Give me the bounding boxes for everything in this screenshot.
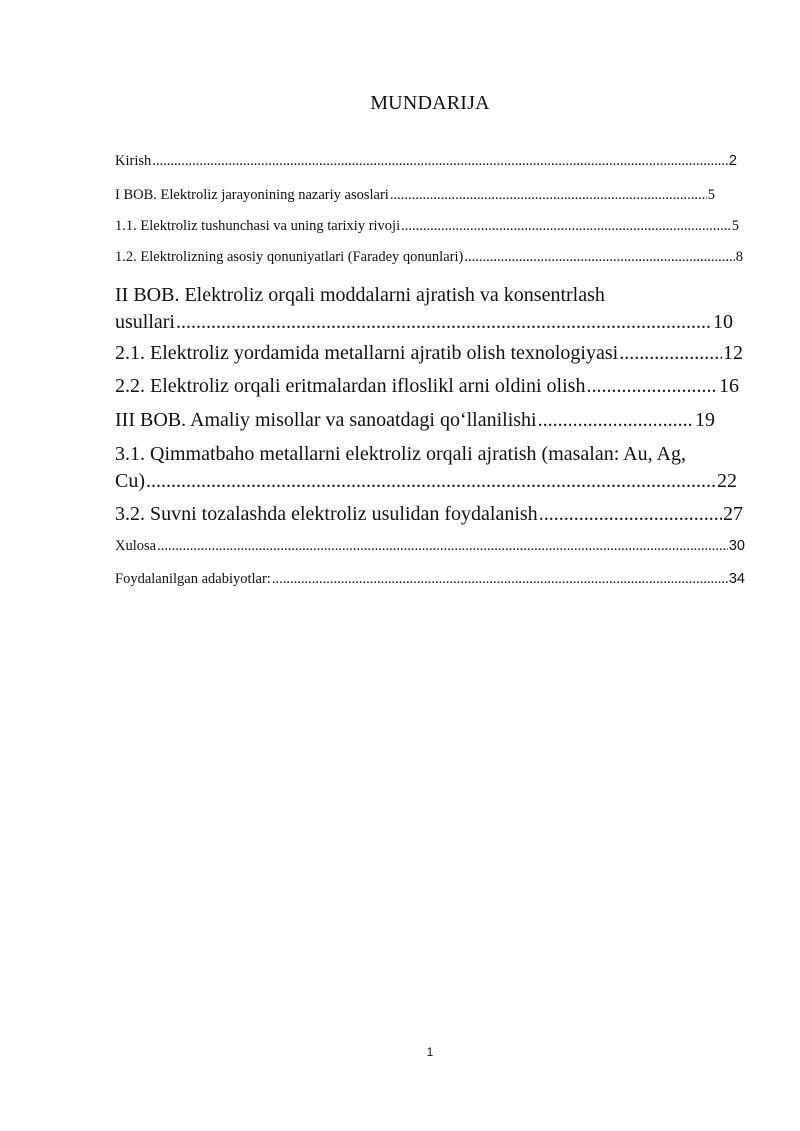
page-title: MUNDARIJA — [370, 92, 490, 114]
toc-entry-page: 22 — [717, 470, 737, 492]
toc-entry-section-1-2 — [115, 249, 743, 266]
toc-entry-label: Foydalanilgan adabiyotlar: — [115, 571, 271, 587]
toc-leader-dots — [152, 153, 728, 170]
toc-entry-xulosa — [115, 538, 745, 555]
toc-leader-dots — [401, 218, 731, 235]
toc-entry-page: 16 — [719, 375, 739, 397]
toc-entry-kirish — [115, 153, 737, 170]
toc-entry-chapter-1 — [115, 187, 715, 204]
toc-entry-references — [115, 571, 745, 588]
toc-leader-dots — [157, 538, 728, 555]
toc-entry-label: 1.2. Elektrolizning asosiy qonuniyatlari (Faradey qonunlari) — [115, 249, 464, 265]
toc-entry-label: 1.1. Elektroliz tushunchasi va uning tarixiy rivoji — [115, 218, 401, 234]
toc-entry-page: 10 — [713, 311, 733, 333]
toc-leader-dots — [272, 571, 728, 588]
toc-entry-page: 19 — [695, 409, 715, 431]
toc-entry-label: Kirish — [115, 153, 152, 169]
toc-leader-dots — [538, 409, 694, 432]
toc-entry-label-line1: II BOB. Elektroliz orqali moddalarni ajratish va konsentrlash — [115, 284, 605, 306]
toc-entry-label-line2: usullari — [115, 311, 175, 333]
toc-entry-page: 27 — [723, 503, 743, 525]
toc-leader-dots — [176, 309, 712, 336]
toc-entry-page: 30 — [728, 538, 745, 554]
toc-leader-dots — [539, 503, 722, 526]
toc-leader-dots — [586, 375, 718, 398]
toc-entry-label: I BOB. Elektroliz jarayonining nazariy asoslari — [115, 187, 389, 203]
toc-leader-dots — [619, 342, 722, 365]
toc-entry-page: 34 — [728, 571, 745, 587]
toc-leader-dots — [390, 187, 707, 204]
toc-entry-label: Xulosa — [115, 538, 157, 554]
toc-entry-label-line2: Cu) — [115, 470, 145, 492]
toc-leader-dots — [464, 249, 734, 266]
toc-entry-page: 5 — [731, 218, 739, 234]
toc-entry-label-line1: 3.1. Qimmatbaho metallarni elektroliz orqali ajratish (masalan: Au, Ag, — [115, 443, 686, 465]
toc-entry-label: III BOB. Amaliy misollar va sanoatdagi qo‘llanilishi — [115, 409, 537, 431]
toc-entry-section-2-1 — [115, 342, 743, 365]
toc-entry-page: 5 — [707, 187, 715, 203]
toc-entry-label: 2.2. Elektroliz orqali eritmalardan ifloslikl arni oldini olish — [115, 375, 586, 397]
toc-entry-section-3-1 — [115, 441, 737, 495]
page-number: 1 — [426, 1045, 434, 1059]
toc-entry-label: 2.1. Elektroliz yordamida metallarni ajratib olish texnologiyasi — [115, 342, 619, 364]
toc-entry-section-2-2 — [115, 375, 739, 398]
toc-entry-chapter-2 — [115, 282, 733, 336]
toc-entry-label: 3.2. Suvni tozalashda elektroliz usulidan foydalanish — [115, 503, 538, 525]
toc-entry-page: 2 — [728, 153, 737, 169]
toc-entry-chapter-3 — [115, 409, 715, 432]
toc-entry-page: 8 — [735, 249, 743, 265]
toc-leader-dots — [146, 468, 716, 495]
toc-entry-section-3-2 — [115, 503, 743, 526]
toc-entry-page: 12 — [723, 342, 743, 364]
toc-entry-section-1-1 — [115, 218, 739, 235]
